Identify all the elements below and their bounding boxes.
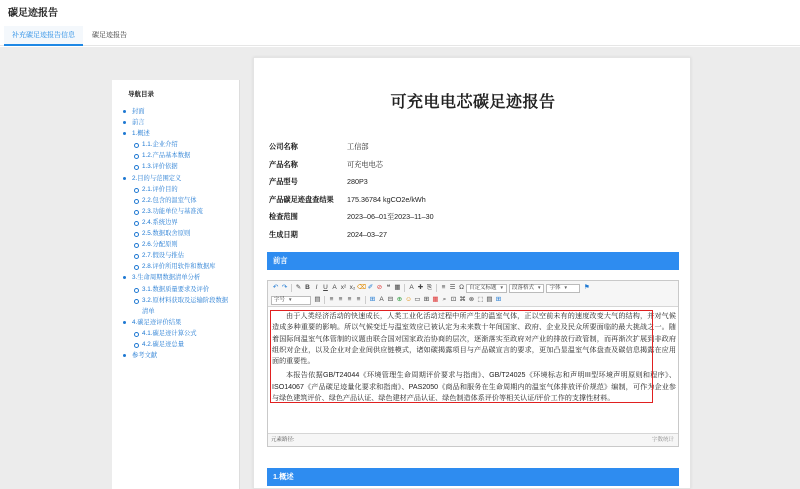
text-style-icon[interactable]: A <box>379 296 384 303</box>
align-justify-icon[interactable]: ≡ <box>356 296 361 303</box>
chevron-down-icon: ▼ <box>499 285 504 290</box>
toolbar-row-1 <box>271 282 591 294</box>
font-color-icon[interactable]: A <box>409 284 414 291</box>
editor-statusbar <box>268 433 678 446</box>
info-value: 2024–03–27 <box>347 229 387 239</box>
nav-item-overview[interactable]: 1.概述 <box>120 128 240 139</box>
preface-paragraph-1: 由于人类经济活动的快速成长，人类工业化活动过程中所产生的温室气体，正以空前未有的速度改变大气的结构，并对气候造成多种重要的影响。所以气候变迁与温室效应已被认定为未来数十年间国家、政府、企业及民众所要面临的最大挑战之一。随着国际间温室气体管制的议题由联合国对国家政治协商的层次，逐渐落实至政府对产业的排放行政管制，而再渐次扩展到非政府组织对企业，以及企业对企业间供应链模式，诸如碳揭露项目与产品碳宣言的要求，更加凸显温室气体盘查及碳信息揭露在应用面的重要性。 <box>272 312 676 366</box>
toolbar-row-2 <box>271 294 503 306</box>
template-icon[interactable]: ⊞ <box>495 296 502 303</box>
italic-button[interactable]: I <box>315 284 318 291</box>
toolbar-divider <box>365 296 366 304</box>
info-row-product <box>269 156 599 174</box>
grid-icon[interactable]: ⊞ <box>423 296 430 303</box>
nav-item-evaluation-purpose[interactable]: 2.1.评价目的 <box>120 184 240 195</box>
nav-item-evaluation-basis[interactable]: 1.3.评价依据 <box>120 161 240 172</box>
info-key: 生成日期 <box>269 229 298 239</box>
remove-format-icon[interactable]: ⌫ <box>357 284 367 291</box>
info-row-range <box>269 208 599 226</box>
close-icon[interactable]: ⊗ <box>468 296 475 303</box>
element-path-label: 元素路径: <box>271 437 295 443</box>
select-label: 字号 <box>274 297 286 303</box>
tab-supplement-info[interactable]: 补充碳足迹报告信息 <box>4 26 83 46</box>
line-height-icon[interactable]: ≡ <box>441 284 446 291</box>
align-center-icon[interactable]: ≡ <box>338 296 343 303</box>
report-document <box>253 57 691 489</box>
toolbar-divider <box>324 296 325 304</box>
rich-text-editor[interactable] <box>267 280 679 447</box>
info-key: 公司名称 <box>269 142 298 151</box>
page-title: 碳足迹报告 <box>8 8 58 19</box>
image-icon[interactable]: ▦ <box>432 296 439 303</box>
info-key: 产品型号 <box>269 177 298 186</box>
indent-icon[interactable]: ▤ <box>314 296 321 303</box>
tab-carbon-report[interactable]: 碳足迹报告 <box>92 32 127 39</box>
undo-icon[interactable]: ↶ <box>272 284 279 291</box>
info-value: 可充电电芯 <box>347 159 383 169</box>
format-painter-icon[interactable]: ✐ <box>367 284 374 291</box>
document-icon[interactable]: ▤ <box>486 296 493 303</box>
info-value: 175.36784 kgCO2e/kWh <box>347 194 426 204</box>
nav-item-raw-material-data[interactable]: 3.2.原材料获取及运输阶段数据 <box>120 295 240 306</box>
nav-item-results[interactable]: 4.碳足迹评价结果 <box>120 317 240 328</box>
paragraph-select[interactable] <box>509 284 544 293</box>
info-key: 检查范围 <box>269 212 298 221</box>
align-right-icon[interactable]: ≡ <box>347 296 352 303</box>
font-border-button[interactable]: A <box>332 284 337 291</box>
redo-icon[interactable]: ↷ <box>281 284 288 291</box>
info-row-model <box>269 173 599 191</box>
editor-toolbar <box>268 281 678 307</box>
nav-item-product-data[interactable]: 1.2.产品基本数据 <box>120 150 240 161</box>
nav-item-greenhouse-gases[interactable]: 2.2.包含的温室气体 <box>120 195 240 206</box>
toolbar-divider <box>436 284 437 292</box>
nav-item-purpose-scope[interactable]: 2.目的与范围定义 <box>120 173 240 184</box>
flag-icon[interactable]: ⚑ <box>584 284 590 291</box>
select-label: 段落格式 <box>511 285 534 291</box>
nav-item-preface[interactable]: 前言 <box>120 117 240 128</box>
edit-icon[interactable]: ✎ <box>295 284 302 291</box>
section-heading-overview: 1.概述 <box>267 468 679 486</box>
horizontal-rule-icon[interactable]: ▭ <box>414 296 421 303</box>
special-char-icon[interactable]: Ω <box>459 284 464 291</box>
nav-item-raw-material-data-cont[interactable]: 清单 <box>142 307 155 315</box>
font-size-select[interactable] <box>271 296 311 305</box>
link-icon[interactable]: ⊕ <box>396 296 403 303</box>
emoji-icon[interactable]: ☺ <box>405 296 412 303</box>
list-icon[interactable]: ☰ <box>449 284 456 291</box>
navigation-sidebar <box>112 80 240 489</box>
report-title: 可充电电芯碳足迹报告 <box>390 94 556 111</box>
editor-content[interactable] <box>272 311 676 431</box>
font-family-select[interactable] <box>546 284 580 293</box>
command-icon[interactable]: ⌘ <box>459 296 466 303</box>
top-bar <box>0 0 800 22</box>
nav-item-inventory-analysis[interactable]: 3.生命周期数据清单分析 <box>120 272 240 283</box>
toolbar-divider <box>291 284 292 292</box>
info-value: 2023–06–01至2023–11–30 <box>347 212 434 221</box>
workspace <box>0 47 800 489</box>
nav-item-cutoff-rules[interactable]: 2.5.数据取舍原则 <box>120 228 240 239</box>
underline-button[interactable]: U <box>323 284 328 291</box>
align-left-icon[interactable]: ≡ <box>329 296 334 303</box>
blockquote-icon[interactable]: ❝ <box>386 284 391 291</box>
nav-item-cover[interactable]: 封面 <box>120 106 240 117</box>
nav-item-software-database[interactable]: 2.8.评价所用软件和数据库 <box>120 261 240 272</box>
info-key: 产品碳足迹盘查结果 <box>269 194 334 204</box>
fullscreen-icon[interactable]: ⬚ <box>477 296 484 303</box>
insert-table-icon[interactable]: ⊞ <box>369 296 376 303</box>
superscript-button[interactable]: x² <box>340 284 347 291</box>
preview-icon[interactable]: ⊡ <box>450 296 457 303</box>
bold-button[interactable]: B <box>305 284 310 291</box>
info-row-result <box>269 191 599 209</box>
nav-item-data-quality[interactable]: 3.1.数据质量要求及评价 <box>120 284 240 295</box>
nav-item-references[interactable]: 参考文献 <box>120 350 240 361</box>
info-value: 280P3 <box>347 177 368 186</box>
chevron-down-icon: ▼ <box>288 297 293 302</box>
nav-item-company-intro[interactable]: 1.1.企业介绍 <box>120 139 240 150</box>
word-count-label: 字数统计 <box>651 437 674 443</box>
delete-table-icon[interactable]: ⊟ <box>387 296 394 303</box>
clear-icon[interactable]: ⊘ <box>376 284 383 291</box>
chevron-down-icon: ▼ <box>563 285 568 290</box>
nav-item-assumptions[interactable]: 2.7.假设与推估 <box>120 250 240 261</box>
nav-title: 导航目录 <box>128 91 154 98</box>
info-row-company <box>269 138 599 156</box>
search-icon[interactable]: ⌕ <box>442 296 447 303</box>
subscript-button[interactable]: x₂ <box>349 284 356 291</box>
section-heading-preface: 前言 <box>267 252 679 270</box>
info-value: 工信部 <box>347 142 369 151</box>
insert-icon[interactable]: ✚ <box>417 284 424 291</box>
nav-list <box>120 106 240 361</box>
info-row-date <box>269 226 599 244</box>
nav-item-total[interactable]: 4.2.碳足迹总量 <box>120 339 240 350</box>
paragraph-format-select[interactable] <box>466 284 507 293</box>
info-key: 产品名称 <box>269 159 298 169</box>
report-info-table <box>269 138 599 243</box>
nav-item-formula[interactable]: 4.1.碳足迹计算公式 <box>120 328 240 339</box>
select-label: 自定义标题 <box>469 285 497 291</box>
chevron-down-icon: ▼ <box>537 285 542 290</box>
toolbar-divider <box>404 284 405 292</box>
nav-item-functional-unit[interactable]: 2.3.功能单位与基准流 <box>120 206 240 217</box>
tab-bar <box>0 26 800 46</box>
select-label: 字体 <box>549 285 561 291</box>
nav-item-system-boundary[interactable]: 2.4.系统边界 <box>120 217 240 228</box>
table-icon[interactable]: ▦ <box>394 284 401 291</box>
preface-paragraph-2: 本报告依据GB/T24044《环境管理生命周期评价要求与指南》、GB/T24025《环境标志和声明III型环境声明原则和程序》、ISO14067《产品碳足迹量化要求和指南》、PAS2050《商品和服务在生命周期内的温室气体排放评价规范》编制，可作为企业参与绿色建筑评价、绿色产品认证、绿色建材产品认证、绿色制造体系评价等相关认证/评价工作的支撑性材料。 <box>272 371 676 403</box>
nav-item-allocation[interactable]: 2.6.分配原则 <box>120 239 240 250</box>
copy-icon[interactable]: ⎘ <box>426 284 433 291</box>
